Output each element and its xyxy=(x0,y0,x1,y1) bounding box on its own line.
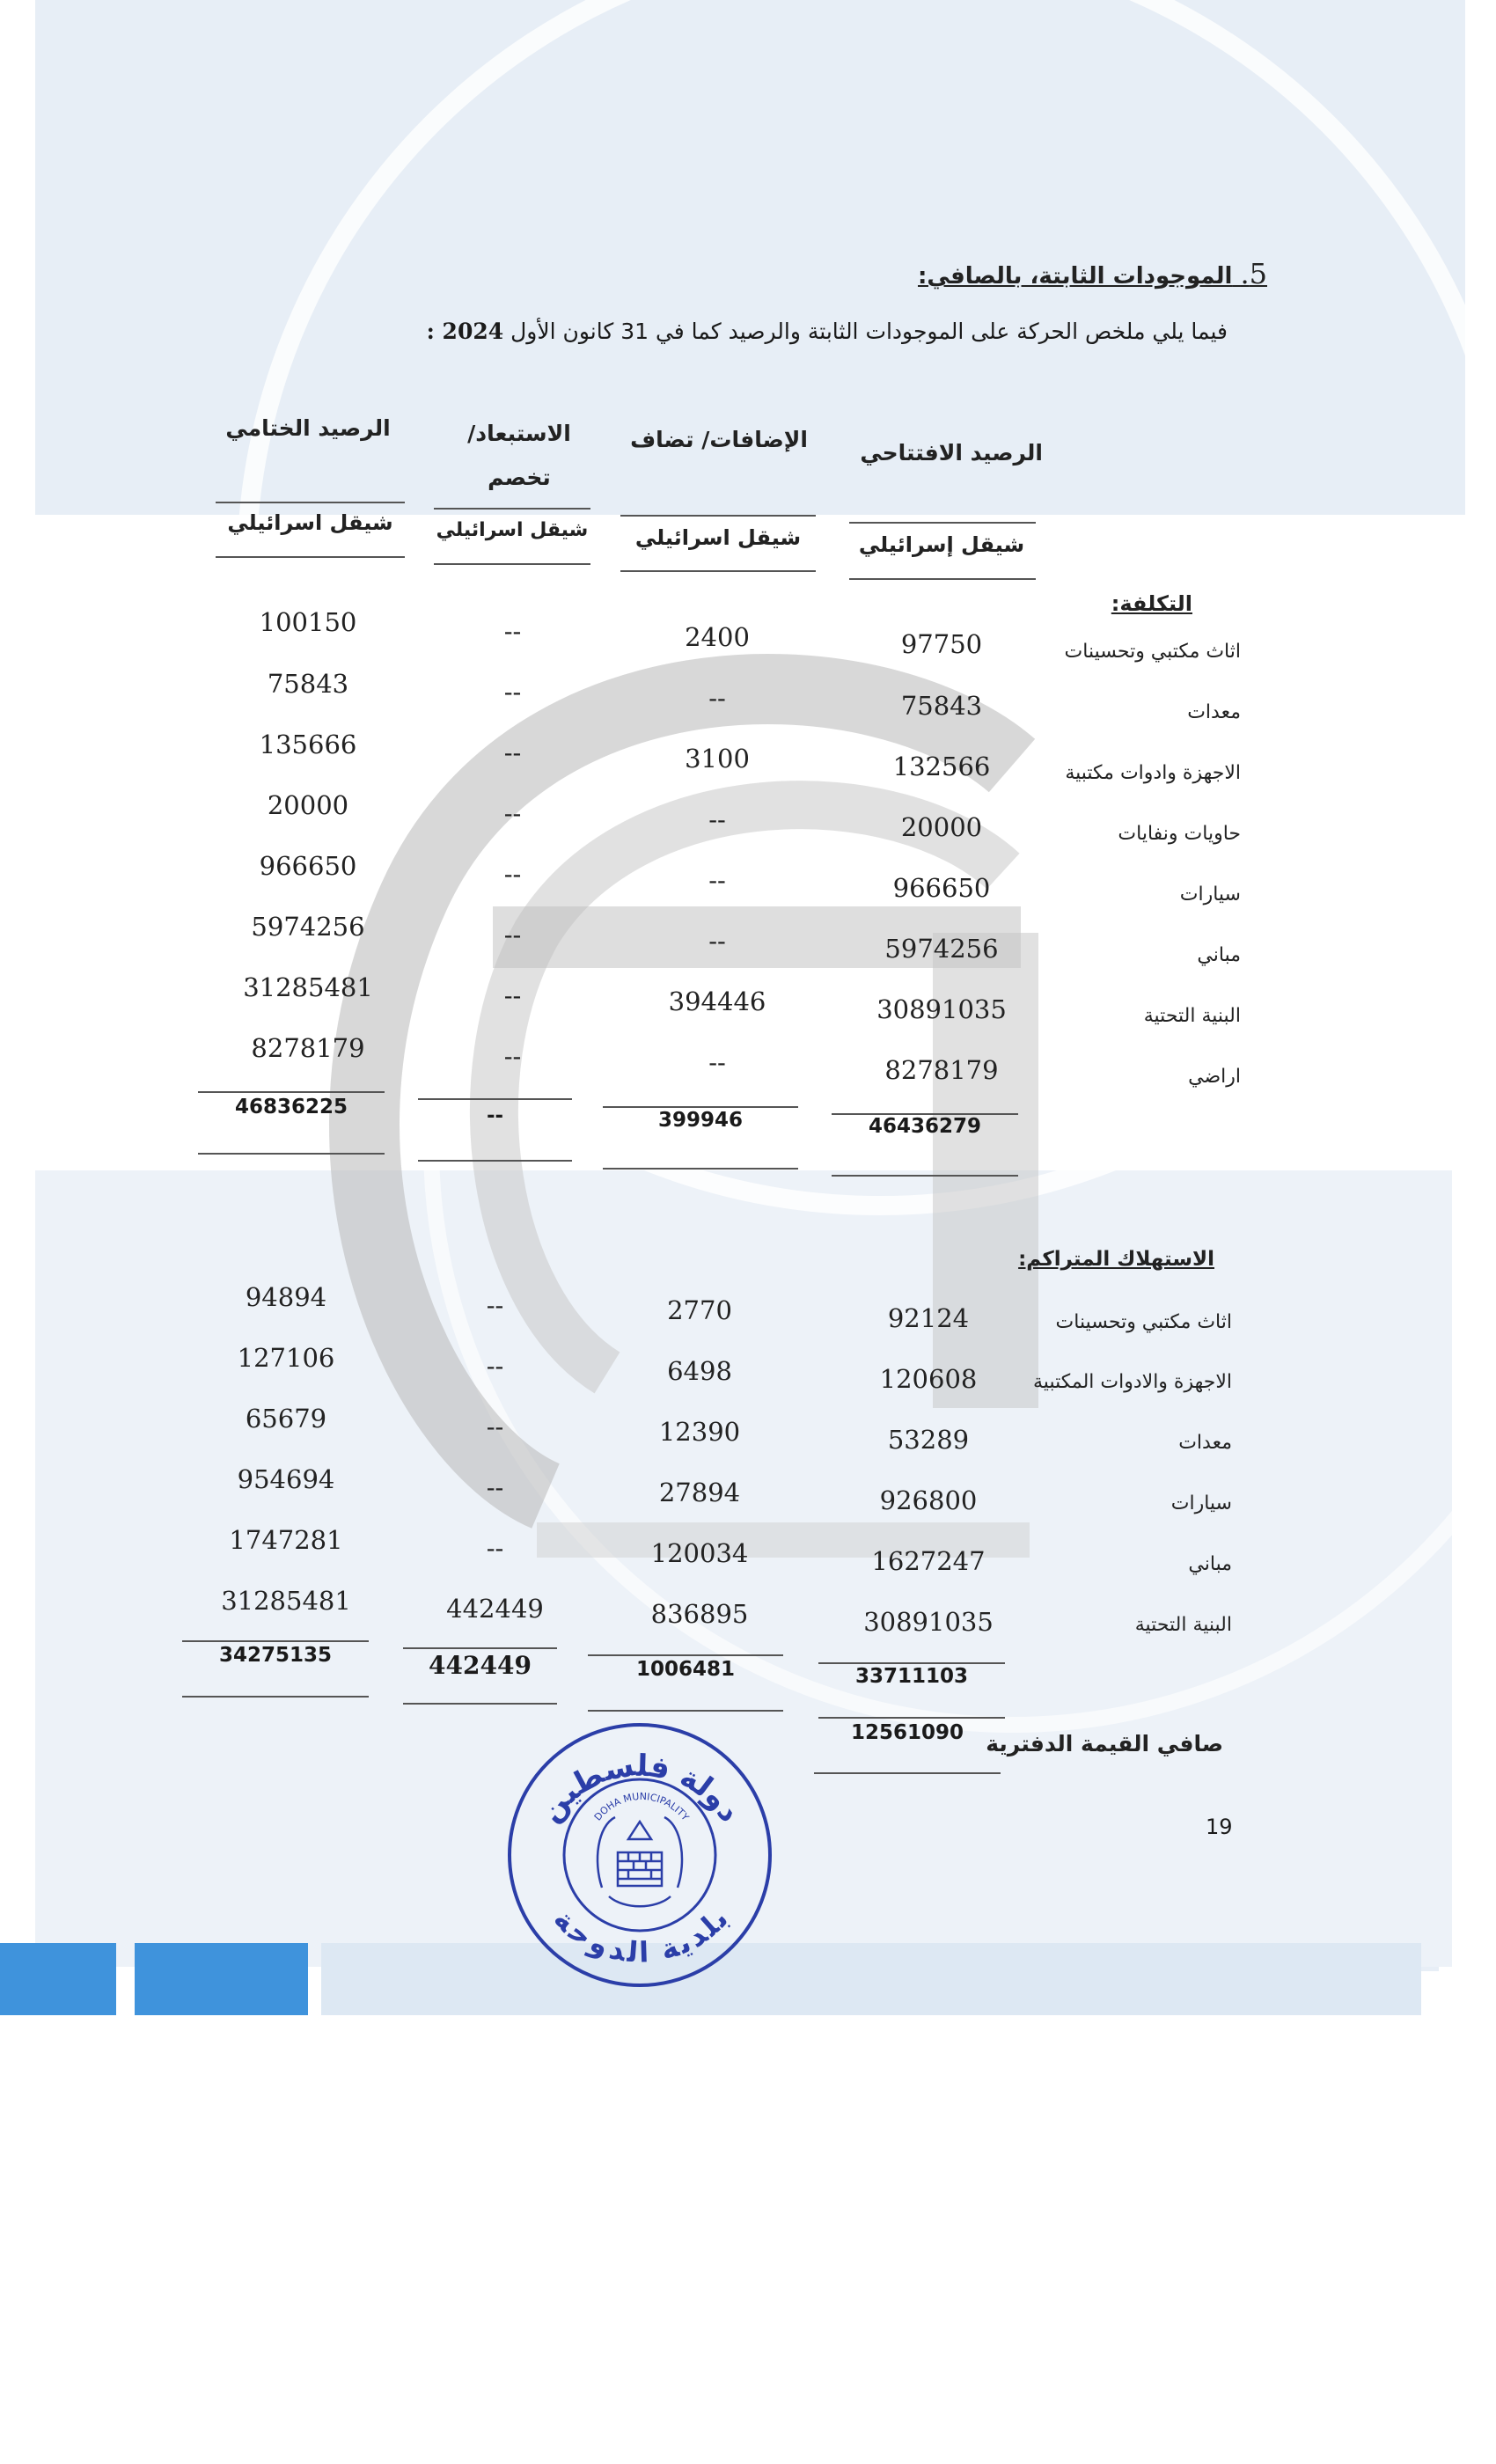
row-label: معدات xyxy=(1187,701,1241,723)
cell-disposals: -- xyxy=(503,798,522,828)
cell-opening: 1627247 xyxy=(871,1546,986,1576)
header-closing: الرصيد الختامي xyxy=(225,415,391,441)
total-opening: 46436279 xyxy=(868,1115,982,1138)
cell-additions: 3100 xyxy=(685,744,750,774)
cell-opening: 132566 xyxy=(892,752,991,781)
header-rule xyxy=(620,515,816,517)
total-rule-bottom xyxy=(198,1153,385,1155)
cost-heading: التكلفة: xyxy=(1111,591,1192,616)
cell-closing: 8278179 xyxy=(251,1033,365,1063)
header-additions: الإضافات/ تضاف xyxy=(630,427,808,452)
cell-disposals: -- xyxy=(486,1351,504,1381)
unit-disposals: شيقل اسرائيلي xyxy=(436,519,589,541)
cell-closing: 135666 xyxy=(259,730,357,759)
cell-closing: 31285481 xyxy=(243,972,373,1002)
total-closing: 46836225 xyxy=(234,1096,348,1118)
cell-closing: 75843 xyxy=(267,669,349,699)
cell-additions: -- xyxy=(708,1047,726,1077)
total-disposals: -- xyxy=(486,1104,504,1127)
cell-additions: 12390 xyxy=(658,1417,741,1447)
net-book-value: 12561090 xyxy=(850,1721,964,1744)
cell-additions: 2770 xyxy=(667,1295,732,1325)
cell-disposals: -- xyxy=(503,1041,522,1071)
header-disposals-1: الاستبعاد/ xyxy=(467,421,571,446)
total-rule-bottom xyxy=(603,1168,798,1170)
total-closing: 34275135 xyxy=(218,1644,333,1667)
row-label: البنية التحتية xyxy=(1143,1005,1241,1027)
total-opening: 33711103 xyxy=(854,1665,969,1688)
cell-additions: -- xyxy=(708,865,726,895)
row-label: سيارات xyxy=(1179,884,1241,906)
intro-text: فيما يلي ملخص الحركة على الموجودات الثابتة والرصيد كما في 31 كانون الأول xyxy=(510,319,1228,344)
cell-closing: 100150 xyxy=(259,607,357,637)
cell-additions: 120034 xyxy=(650,1538,749,1568)
row-label: اثاث مكتبي وتحسينات xyxy=(1055,1311,1232,1333)
cell-opening: 120608 xyxy=(879,1364,978,1394)
stamp-inner-text: DOHA MUNICIPALITY xyxy=(591,1790,692,1823)
municipality-stamp xyxy=(505,1720,774,1990)
cell-disposals: 442449 xyxy=(446,1594,544,1624)
header-rule xyxy=(849,522,1036,524)
cell-additions: -- xyxy=(708,683,726,713)
cell-additions: 2400 xyxy=(685,622,750,652)
section-number: 5. xyxy=(1240,257,1267,290)
cell-opening: 20000 xyxy=(900,812,983,842)
stamp-emblem xyxy=(598,1817,682,1906)
header-rule xyxy=(434,508,590,510)
intro-line xyxy=(427,319,1228,344)
header-disposals-2: تخصم xyxy=(488,465,551,490)
cell-opening: 53289 xyxy=(887,1425,970,1455)
total-rule-bottom xyxy=(832,1175,1018,1177)
section-title xyxy=(918,257,1267,290)
page-number: 19 xyxy=(1206,1815,1233,1839)
total-rule-bottom xyxy=(403,1703,557,1705)
cell-closing: 966650 xyxy=(259,851,357,881)
cell-closing: 5974256 xyxy=(251,912,365,942)
cell-opening: 5974256 xyxy=(884,934,999,964)
row-label: معدات xyxy=(1178,1432,1232,1454)
stamp-top-text: دولة فلسطين xyxy=(532,1748,748,1830)
total-rule-top xyxy=(403,1647,557,1649)
total-rule-bottom xyxy=(818,1717,1005,1719)
cell-opening: 30891035 xyxy=(876,994,1007,1024)
cell-disposals: -- xyxy=(503,616,522,646)
row-label: سيارات xyxy=(1170,1492,1232,1514)
row-label: الاجهزة والادوات المكتبية xyxy=(1033,1371,1232,1393)
cell-additions: 836895 xyxy=(650,1599,749,1629)
row-label: مباني xyxy=(1197,944,1241,966)
total-rule-bottom xyxy=(418,1160,572,1162)
row-label: اثاث مكتبي وتحسينات xyxy=(1064,641,1241,663)
cell-closing: 127106 xyxy=(237,1343,335,1373)
unit-opening: شيقل إسرائيلي xyxy=(858,532,1025,557)
total-rule-top xyxy=(182,1640,369,1642)
cell-disposals: -- xyxy=(503,737,522,767)
row-label: الاجهزة وادوات مكتبية xyxy=(1065,762,1241,784)
cell-opening: 97750 xyxy=(900,629,983,659)
cell-disposals: -- xyxy=(503,677,522,707)
cell-opening: 966650 xyxy=(892,873,991,903)
cell-additions: 6498 xyxy=(667,1356,732,1386)
cell-disposals: -- xyxy=(486,1472,504,1502)
cell-opening: 92124 xyxy=(887,1303,970,1333)
cell-opening: 926800 xyxy=(879,1485,978,1515)
net-book-value-rule xyxy=(814,1772,1001,1774)
cell-opening: 30891035 xyxy=(863,1607,994,1637)
cell-additions: -- xyxy=(708,926,726,956)
row-label: مباني xyxy=(1188,1553,1232,1575)
total-rule-top xyxy=(198,1091,385,1093)
cell-additions: -- xyxy=(708,804,726,834)
total-additions: 1006481 xyxy=(635,1658,736,1681)
unit-additions: شيقل اسرائيلي xyxy=(634,525,802,550)
unit-rule xyxy=(849,578,1036,580)
row-label: البنية التحتية xyxy=(1134,1614,1232,1636)
cell-additions: 394446 xyxy=(668,986,766,1016)
cell-closing: 1747281 xyxy=(229,1525,343,1555)
header-rule xyxy=(216,502,405,503)
row-label: حاويات ونفايات xyxy=(1118,823,1241,845)
total-rule-bottom xyxy=(588,1710,783,1712)
stamp-bottom-text: بلدية الدوحة xyxy=(546,1902,735,1969)
cell-disposals: -- xyxy=(503,859,522,889)
cell-closing: 94894 xyxy=(245,1282,327,1312)
unit-rule xyxy=(216,556,405,558)
section-heading: الموجودات الثابتة، بالصافي: xyxy=(918,263,1233,290)
cell-opening: 8278179 xyxy=(884,1055,999,1085)
unit-rule xyxy=(620,570,816,572)
header-opening: الرصيد الافتتاحي xyxy=(860,440,1043,466)
cell-disposals: -- xyxy=(486,1290,504,1320)
depreciation-heading: الاستهلاك المتراكم: xyxy=(1018,1248,1214,1271)
total-rule-top xyxy=(418,1098,572,1100)
cell-closing: 954694 xyxy=(237,1464,335,1494)
cell-closing: 20000 xyxy=(267,790,349,820)
cell-opening: 75843 xyxy=(900,691,983,721)
intro-year: 2024 : xyxy=(426,319,504,344)
net-book-value-label: صافي القيمة الدفترية xyxy=(986,1731,1223,1756)
total-rule-top xyxy=(588,1654,783,1656)
unit-closing: شيقل اسرائيلي xyxy=(227,510,393,535)
cell-disposals: -- xyxy=(503,920,522,950)
cell-closing: 31285481 xyxy=(221,1586,351,1616)
row-label: اراضي xyxy=(1188,1066,1241,1088)
cell-closing: 65679 xyxy=(245,1404,327,1434)
total-disposals: 442449 xyxy=(429,1651,532,1680)
cell-disposals: -- xyxy=(486,1412,504,1441)
cell-disposals: -- xyxy=(503,980,522,1010)
total-rule-top xyxy=(603,1106,798,1108)
total-rule-bottom xyxy=(182,1696,369,1698)
unit-rule xyxy=(434,563,590,565)
cell-disposals: -- xyxy=(486,1533,504,1563)
total-additions: 399946 xyxy=(657,1109,744,1132)
total-rule-top xyxy=(818,1662,1005,1664)
cell-additions: 27894 xyxy=(658,1478,741,1507)
